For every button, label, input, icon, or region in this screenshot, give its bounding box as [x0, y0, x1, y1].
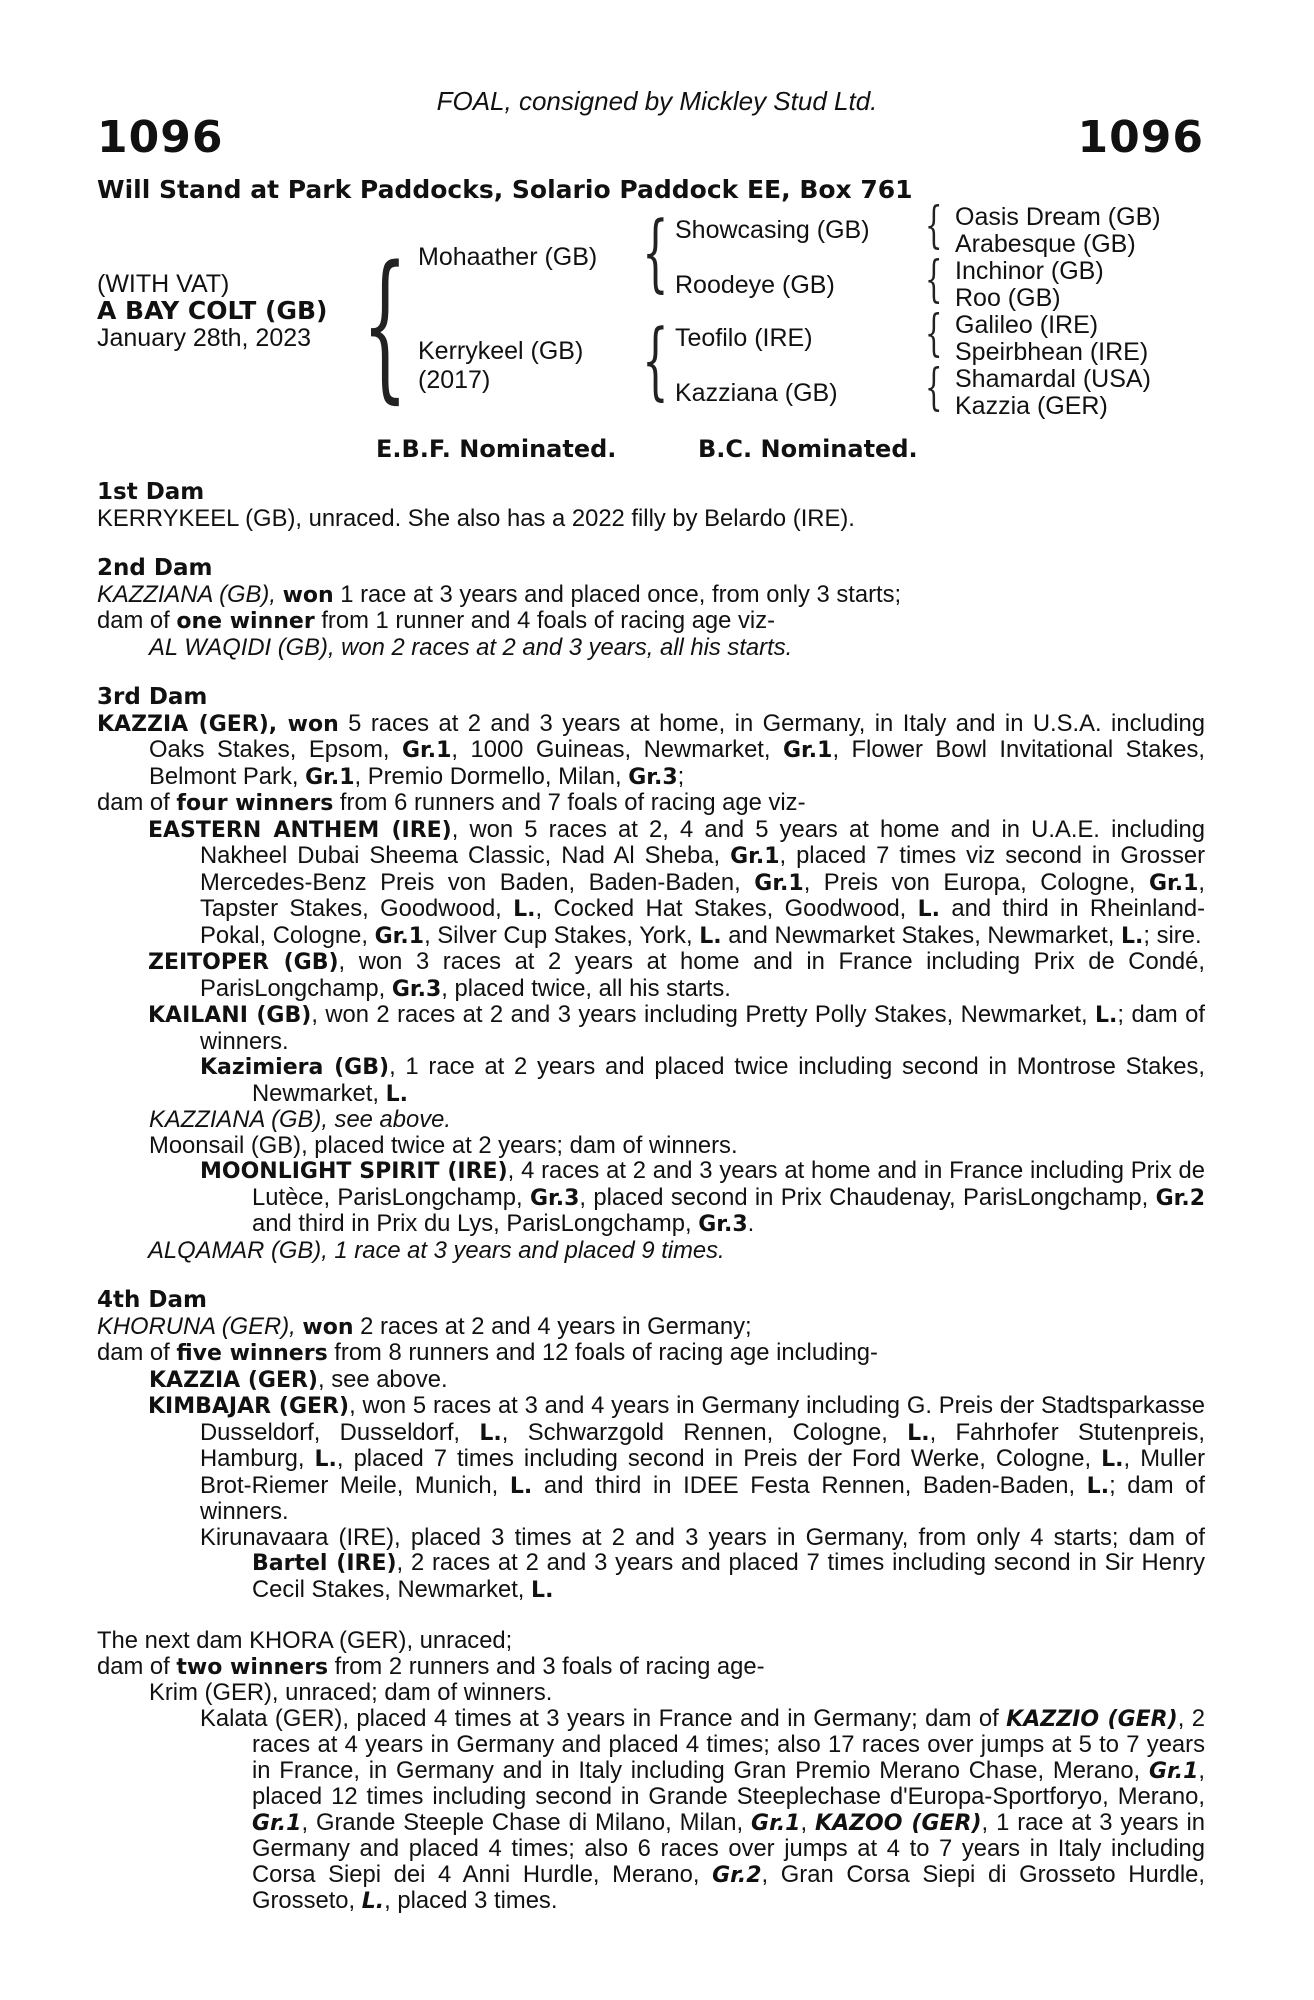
text: , Gran Corsa Siepi di Grosseto Hurdle, Grosseto, [252, 1860, 1205, 1914]
listed-badge: L. [907, 1420, 930, 1446]
text: dam of [97, 789, 177, 816]
eastern-anthem-entry [97, 817, 1205, 950]
horse-name: KAZOO (GER) [815, 1810, 982, 1836]
text: , 2 races at 4 years in Germany and placed 4 times; also 17 races over jumps at 5 to 7 years in France, in Germany and in Italy including Gran Premio Merano Chase, Merano, [252, 1704, 1205, 1784]
grade-badge: Gr.1 [751, 1810, 801, 1836]
fourth-dam-heading: 4th Dam [97, 1287, 207, 1313]
grade-badge: Gr.3 [529, 1185, 580, 1211]
ebf-nominated: E.B.F. Nominated. [376, 435, 617, 463]
second-dam-progeny: AL WAQIDI (GB), won 2 races at 2 and 3 years, all his starts. [149, 633, 793, 661]
text: and Newmarket Stakes, Newmarket, [721, 921, 1121, 949]
text: , [800, 1808, 816, 1836]
text: dam of [97, 1652, 177, 1680]
horse-name: ZEITOPER (GB) [148, 950, 339, 975]
text: , placed 7 times viz second in Grosser Mercedes-Benz Preis von Baden, Baden-Baden, [200, 842, 1206, 896]
text: , Grande Steeple Chase di Milano, Milan, [301, 1808, 752, 1836]
text: , placed 12 times including second in Grande Steeplechase d'Europa-Sportforyo, Merano, [252, 1756, 1205, 1810]
grade-badge: Gr.1 [730, 844, 780, 869]
gg-3: Inchinor (GB) [955, 257, 1104, 285]
brace-dam: { [642, 311, 669, 409]
text: Kalata (GER), placed 4 times at 3 years in France and in Germany; dam of [200, 1704, 1007, 1732]
dam-sire: Teofilo (IRE) [675, 324, 813, 352]
dam-dam: Kazziana (GB) [675, 379, 838, 407]
text: , placed 3 times. [384, 1887, 558, 1914]
text: . [747, 1210, 755, 1237]
kimbajar-entry [97, 1393, 1205, 1525]
text: , 1 race at 3 years in Germany and placed 4 times; also 6 races over jumps at 4 to 7 years in Italy including Corsa Siepi dei 4 Anni Hurdle, Merano, [252, 1808, 1205, 1888]
listed-badge: L. [1095, 1003, 1118, 1028]
stand-location: Will Stand at Park Paddocks, Solario Paddock EE, Box 761 [97, 175, 913, 204]
brace-g1: { [925, 196, 943, 254]
grade-badge: Gr.1 [754, 870, 804, 896]
grade-badge: Gr.3 [391, 976, 442, 1002]
listed-badge: L. [513, 897, 536, 922]
text: dam of [97, 1339, 177, 1366]
second-dam-line1 [97, 582, 1205, 609]
brace-sire: { [642, 203, 669, 301]
grade-badge: Gr.1 [1148, 1758, 1199, 1784]
sire: Mohaather (GB) [418, 243, 598, 271]
grade-badge: Gr.2 [1155, 1185, 1205, 1211]
text: Kirunavaara (IRE), placed 3 times at 2 and 3 years in Germany, from only 4 starts; dam of [200, 1523, 1205, 1551]
moonlight-spirit-entry [97, 1158, 1205, 1238]
first-dam-heading: 1st Dam [97, 479, 205, 505]
listed-badge: L. [361, 1889, 385, 1914]
subject-title [97, 297, 327, 325]
horse-name: KAZZIA (GER) [149, 1367, 318, 1393]
text: , won 3 races at 2 years at home and in France including Prix de Condé, ParisLongchamp, [200, 948, 1206, 1002]
sire-sire: Showcasing (GB) [675, 216, 870, 244]
kazimiera-entry [97, 1054, 1205, 1107]
listed-badge: L. [917, 897, 941, 922]
text: and third in Prix du Lys, ParisLongchamp, [252, 1210, 699, 1237]
dam: Kerrykeel (GB) [418, 337, 584, 365]
listed-badge: L. [479, 1420, 502, 1446]
text: , placed twice, all his starts. [441, 974, 731, 1002]
gg-6: Speirbhean (IRE) [955, 338, 1149, 366]
gg-7: Shamardal (USA) [955, 365, 1151, 393]
bc-nominated: B.C. Nominated. [698, 435, 918, 463]
gg-8: Kazzia (GER) [955, 392, 1108, 420]
second-dam-heading: 2nd Dam [97, 555, 213, 581]
krim-entry: Krim (GER), unraced; dam of winners. [149, 1679, 553, 1706]
next-dam-line1: The next dam KHORA (GER), unraced; [97, 1627, 513, 1654]
listed-badge: L. [509, 1473, 533, 1499]
listed-badge: L. [531, 1577, 554, 1603]
won-label: won [302, 1314, 354, 1340]
gg-1: Oasis Dream (GB) [955, 203, 1161, 231]
text: from 8 runners and 12 foals of racing age including- [327, 1339, 878, 1366]
text: , Premio Dormello, Milan, [354, 762, 629, 790]
brace-g4: { [925, 358, 943, 416]
winners-count: four winners [176, 791, 334, 816]
third-dam-heading: 3rd Dam [97, 684, 208, 710]
text: , Preis von Europa, Cologne, [803, 868, 1149, 896]
kazziana-see-above: KAZZIANA (GB), see above. [149, 1106, 451, 1133]
text: ; [677, 762, 685, 790]
text: , placed 7 times including second in Preis der Ford Werke, Cologne, [336, 1445, 1102, 1472]
text: ; dam of winners. [200, 1001, 1206, 1055]
text: , 1000 Guineas, Newmarket, [451, 736, 783, 763]
gg-5: Galileo (IRE) [955, 311, 1099, 339]
third-dam-name: KAZZIA (GER), won [97, 711, 339, 737]
consignment-line: FOAL, consigned by Mickley Stud Ltd. [436, 86, 878, 116]
text: , 4 races at 2 and 3 years at home and in France including Prix de Lutèce, ParisLongchamp, [252, 1157, 1206, 1211]
text: dam of [97, 607, 177, 634]
text: , see above. [318, 1365, 448, 1393]
lot-number-right: 1096 [1077, 112, 1204, 163]
listed-badge: L. [1101, 1447, 1124, 1472]
catalogue-body [97, 480, 1205, 1915]
kalata-entry [97, 1706, 1205, 1915]
text: , Schwarzgold Rennen, Cologne, [501, 1418, 908, 1446]
listed-badge: L. [1086, 1473, 1110, 1499]
second-dam-name: KAZZIANA (GB), [97, 580, 276, 608]
alqamar-entry: ALQAMAR (GB), 1 race at 3 years and placed 9 times. [148, 1236, 725, 1264]
third-dam-damof [97, 790, 1205, 817]
text: , Tapster Stakes, Goodwood, [200, 868, 1206, 922]
text: , Silver Cup Stakes, York, [424, 921, 700, 949]
kailani-entry [97, 1002, 1205, 1054]
text: , Fahrhofer Stutenpreis, Hamburg, [200, 1418, 1205, 1472]
grade-badge: Gr.3 [698, 1212, 748, 1237]
brace-g3: { [925, 304, 943, 362]
text: , 2 races at 2 and 3 years and placed 7 times including second in Sir Henry Cecil Stakes, Newmarket, [252, 1549, 1205, 1603]
first-dam-text: KERRYKEEL (GB), unraced. She also has a 2022 filly by Belardo (IRE). [97, 504, 855, 532]
horse-name: Kazimiera (GB) [200, 1055, 390, 1080]
horse-name: KAZZIO (GER) [1006, 1706, 1178, 1732]
fourth-dam-damof [97, 1340, 1205, 1367]
horse-name: KIMBAJAR (GER) [148, 1394, 350, 1419]
kirunavaara-entry [97, 1525, 1205, 1604]
brace-g2: { [925, 250, 943, 308]
moonsail-entry: Moonsail (GB), placed twice at 2 years; dam of winners. [149, 1131, 738, 1159]
grade-badge: Gr.1 [305, 764, 355, 790]
text: 5 races at 2 and 3 years at home, in Germany, in Italy and in U.S.A. including Oaks Stakes, Epsom, [149, 709, 1205, 763]
listed-badge: L. [699, 923, 722, 949]
brace-main: { [362, 231, 408, 418]
second-dam-record: 1 race at 3 years and placed once, from only 3 starts; [333, 580, 902, 608]
gg-2: Arabesque (GB) [955, 230, 1136, 258]
text: from 1 runner and 4 foals of racing age viz- [314, 607, 776, 634]
second-dam-line2 [97, 608, 1205, 635]
kazzia-see-above [97, 1367, 1205, 1394]
text: from 2 runners and 3 foals of racing age- [328, 1652, 765, 1680]
horse-name: KAILANI (GB) [148, 1003, 312, 1028]
text: 2 races at 2 and 4 years in Germany; [353, 1312, 752, 1340]
next-dam-damof [97, 1654, 1205, 1681]
text: , Cocked Hat Stakes, Goodwood, [535, 895, 918, 922]
third-dam-entry [97, 711, 1205, 791]
sire-dam: Roodeye (GB) [675, 271, 835, 299]
fourth-dam-line1 [97, 1314, 1205, 1341]
dam-year: (2017) [418, 366, 491, 394]
text: from 6 runners and 7 foals of racing age viz- [333, 789, 806, 816]
listed-badge: L. [1120, 923, 1144, 949]
fourth-dam-name: KHORUNA (GER), [97, 1312, 296, 1340]
lot-number-left: 1096 [97, 112, 224, 163]
horse-name: Bartel (IRE) [252, 1551, 397, 1576]
horse-name: MOONLIGHT SPIRIT (IRE) [200, 1159, 508, 1184]
text: , won 5 races at 2, 4 and 5 years at home and in U.A.E. including Nakheel Dubai Sheema Classic, Nad Al Sheba, [200, 815, 1206, 869]
text: ; sire. [1143, 921, 1202, 949]
grade-badge: Gr.1 [374, 923, 425, 949]
text: , 1 race at 2 years and placed twice including second in Montrose Stakes, Newmarket, [252, 1053, 1206, 1107]
text: , Muller Brot-Riemer Meile, Munich, [200, 1445, 1205, 1499]
listed-badge: L. [314, 1447, 337, 1472]
grade-badge: Gr.2 [712, 1862, 762, 1888]
gg-4: Roo (GB) [955, 284, 1061, 312]
grade-badge: Gr.1 [401, 738, 452, 763]
text: , won 2 races at 2 and 3 years including Pretty Polly Stakes, Newmarket, [311, 1001, 1096, 1028]
horse-name: EASTERN ANTHEM (IRE) [148, 817, 452, 843]
text: and third in Rheinland-Pokal, Cologne, [200, 895, 1205, 949]
grade-badge: Gr.3 [628, 764, 678, 790]
grade-badge: Gr.1 [1148, 870, 1199, 896]
grade-badge: Gr.1 [783, 738, 833, 763]
won-label: won [282, 582, 334, 608]
winners-count: five winners [176, 1341, 328, 1366]
winners-count: one winner [176, 609, 315, 634]
text: , won 5 races at 3 and 4 years in Germany including G. Preis der Stadtsparkasse Dusseldorf, Dusseldorf, [200, 1392, 1205, 1446]
vat-note: (WITH VAT) [97, 270, 230, 298]
subject-dob: January 28th, 2023 [97, 324, 312, 352]
zeitoper-entry [97, 949, 1205, 1002]
winners-count: two winners [176, 1654, 329, 1680]
text: and third in IDEE Festa Rennen, Baden-Baden, [532, 1471, 1087, 1499]
listed-badge: L. [385, 1081, 408, 1107]
text: , placed second in Prix Chaudenay, ParisLongchamp, [579, 1183, 1156, 1211]
grade-badge: Gr.1 [252, 1810, 302, 1836]
text: , Flower Bowl Invitational Stakes, Belmont Park, [149, 736, 1206, 790]
subject-name: A BAY COLT (GB) [97, 296, 328, 325]
text: ; dam of winners. [200, 1471, 1205, 1525]
